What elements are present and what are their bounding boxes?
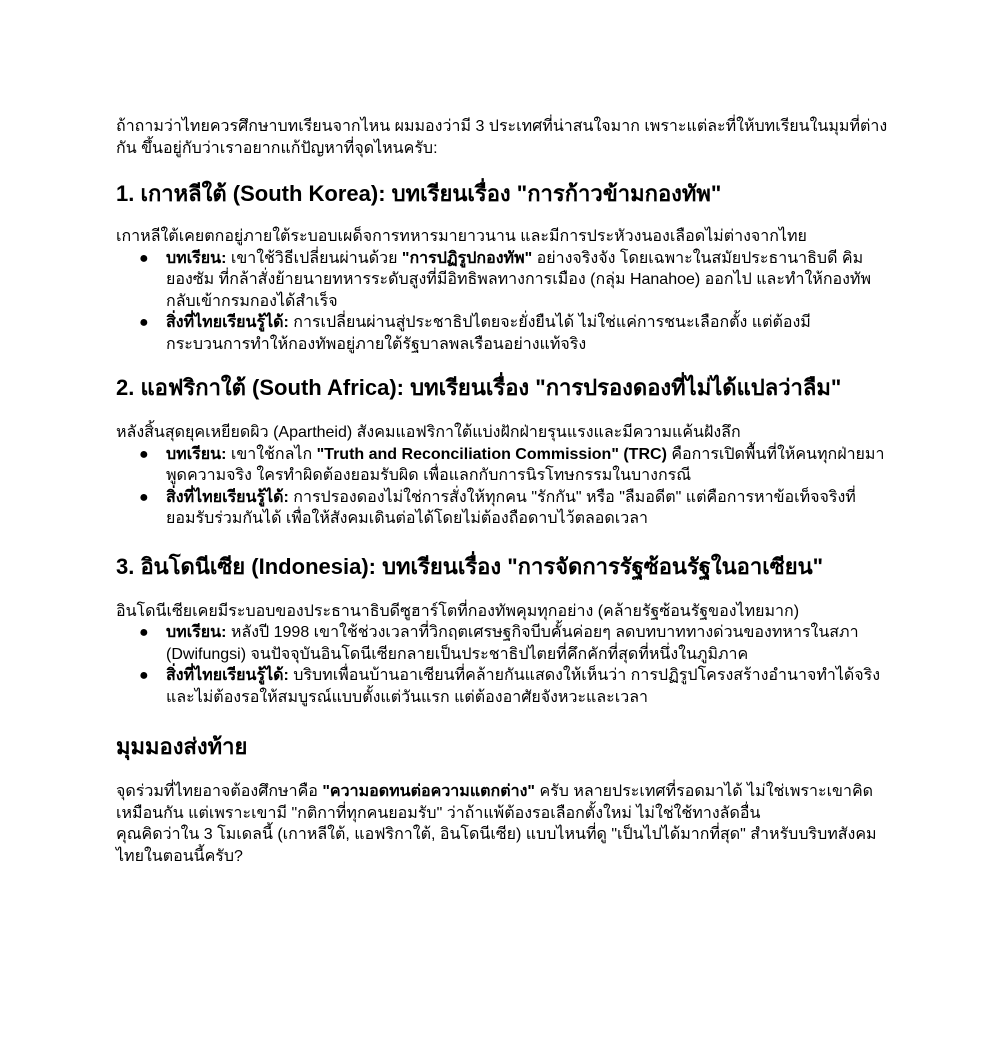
item-label: สิ่งที่ไทยเรียนรู้ได้: (166, 667, 289, 684)
item-text: อย่างจริงจัง โดยเฉพาะในสมัยประธานาธิบดี คิม ยองซัม ที่กล้าสั่งย้ายนายทหารระดับสูงที่มีอิทธิพลทางการเมือง (กลุ่ม Hanahoe) ออกไป และทำให้กองทัพกลับเข้ากรมกองได้สำเร็จ (166, 249, 872, 310)
section-south-africa (116, 373, 890, 530)
bullet-icon: ● (139, 314, 149, 331)
list-item (139, 444, 890, 487)
bullet-list (116, 444, 890, 530)
item-label: สิ่งที่ไทยเรียนรู้ได้: (166, 314, 289, 331)
item-text: บริบทเพื่อนบ้านอาเซียนที่คล้ายกันแสดงให้เห็นว่า การปฏิรูปโครงสร้างอำนาจทำได้จริง และไม่ต้องรอให้สมบูรณ์แบบตั้งแต่วันแรก แต่ต้องอาศัยจังหวะและเวลา (166, 667, 881, 706)
closing-text: ครับ หลายประเทศที่รอดมาได้ ไม่ใช่เพราะเขาคิดเหมือนกัน แต่เพราะเขามี "กติกาที่ทุกคนยอมรับ" ว่าถ้าแพ้ต้องรอเลือกตั้งใหม่ ไม่ใช่ใช้ทางลัดอื่น (116, 783, 874, 822)
section-heading: 3. อินโดนีเซีย (Indonesia): บทเรียนเรื่อง "การจัดการรัฐซ้อนรัฐในอาเซียน" (116, 553, 824, 579)
closing-paragraph (116, 781, 890, 824)
section-indonesia (116, 552, 890, 709)
list-item (139, 665, 890, 708)
closing-emphasis: "ความอดทนต่อความแตกต่าง" (322, 783, 535, 800)
section-south-korea (116, 179, 890, 355)
section-lead: หลังสิ้นสุดยุคเหยียดผิว (Apartheid) สังคมแอฟริกาใต้แบ่งฝักฝ่ายรุนแรงและมีความแค้นฝังลึก (116, 424, 741, 441)
item-text: เขาใช้วิธีเปลี่ยนผ่านด้วย (226, 249, 402, 267)
list-item (139, 622, 890, 665)
section-heading: 1. เกาหลีใต้ (South Korea): บทเรียนเรื่อง "การก้าวข้ามกองทัพ" (116, 181, 722, 206)
bullet-icon: ● (139, 488, 149, 506)
item-text: การปรองดองไม่ใช่การสั่งให้ทุกคน "รักกัน" หรือ "ลืมอดีต" แต่คือการหาข้อเท็จจริงที่ยอมรับร่วมกันได้ เพื่อให้สังคมเดินต่อได้โดยไม่ต้องถือดาบไว้ตลอดเวลา (166, 488, 856, 527)
section-lead: อินโดนีเซียเคยมีระบอบของประธานาธิบดีซูฮาร์โตที่กองทัพคุมทุกอย่าง (คล้ายรัฐซ้อนรัฐของไทยมาก) (116, 602, 800, 620)
intro-paragraph: ถ้าถามว่าไทยควรศึกษาบทเรียนจากไหน ผมมองว่ามี 3 ประเทศที่น่าสนใจมาก เพราะแต่ละที่ให้บทเรียนในมุมที่ต่างกัน ขึ้นอยู่กับว่าเราอยากแก้ปัญหาที่จุดไหนครับ: (116, 118, 888, 157)
item-label: บทเรียน: (166, 445, 227, 463)
section-closing (116, 732, 890, 867)
item-label: บทเรียน: (166, 624, 227, 641)
item-emphasis: "การปฏิรูปกองทัพ" (401, 249, 533, 267)
item-label: บทเรียน: (166, 249, 227, 267)
bullet-icon: ● (139, 445, 149, 463)
section-lead: เกาหลีใต้เคยตกอยู่ภายใต้ระบอบเผด็จการทหารมายาวนาน และมีการประหัวงนองเลือดไม่ต่างจากไทย (116, 228, 807, 245)
item-text: การเปลี่ยนผ่านสู่ประชาธิปไตยจะยั่งยืนได้ ไม่ใช่แค่การชนะเลือกตั้ง แต่ต้องมีกระบวนการทำให้กองทัพอยู่ภายใต้รัฐบาลพลเรือนอย่างแท้จริง (166, 314, 811, 353)
section-heading: มุมมองส่งท้าย (116, 734, 248, 759)
list-item (139, 248, 890, 313)
item-text: หลังปี 1998 เขาใช้ช่วงเวลาที่วิกฤตเศรษฐกิจบีบคั้นค่อยๆ ลดบทบาททางด่วนของทหารในสภา (Dwifungsi) จนปัจจุบันอินโดนีเซียกลายเป็นประชาธิปไตยที่คึกคักที่สุดที่หนึ่งในภูมิภาค (166, 624, 859, 663)
section-heading: 2. แอฟริกาใต้ (South Africa): บทเรียนเรื่อง "การปรองดองที่ไม่ได้แปลว่าลืม" (116, 375, 842, 400)
item-label: สิ่งที่ไทยเรียนรู้ได้: (166, 488, 289, 506)
list-item (139, 487, 890, 530)
bullet-icon: ● (139, 624, 149, 641)
bullet-list (116, 248, 890, 356)
item-text: คือการเปิดพื้นที่ให้คนทุกฝ่ายมาพูดความจริง ใครทำผิดต้องยอมรับผิด เพื่อแลกกับการนิรโทษกรรมในบางกรณี (166, 445, 885, 484)
bullet-icon: ● (139, 667, 149, 684)
item-emphasis: "Truth and Reconciliation Commission" (TRC) (316, 445, 667, 463)
item-text: เขาใช้กลไก (226, 445, 317, 463)
bullet-list (116, 622, 890, 708)
closing-text: จุดร่วมที่ไทยอาจต้องศึกษาคือ (116, 783, 323, 800)
list-item (139, 312, 890, 355)
closing-question: คุณคิดว่าใน 3 โมเดลนี้ (เกาหลีใต้, แอฟริกาใต้, อินโดนีเซีย) แบบไหนที่ดู "เป็นไปได้มากที่สุด" สำหรับบริบทสังคมไทยในตอนนี้ครับ? (116, 826, 877, 865)
bullet-icon: ● (139, 249, 149, 267)
